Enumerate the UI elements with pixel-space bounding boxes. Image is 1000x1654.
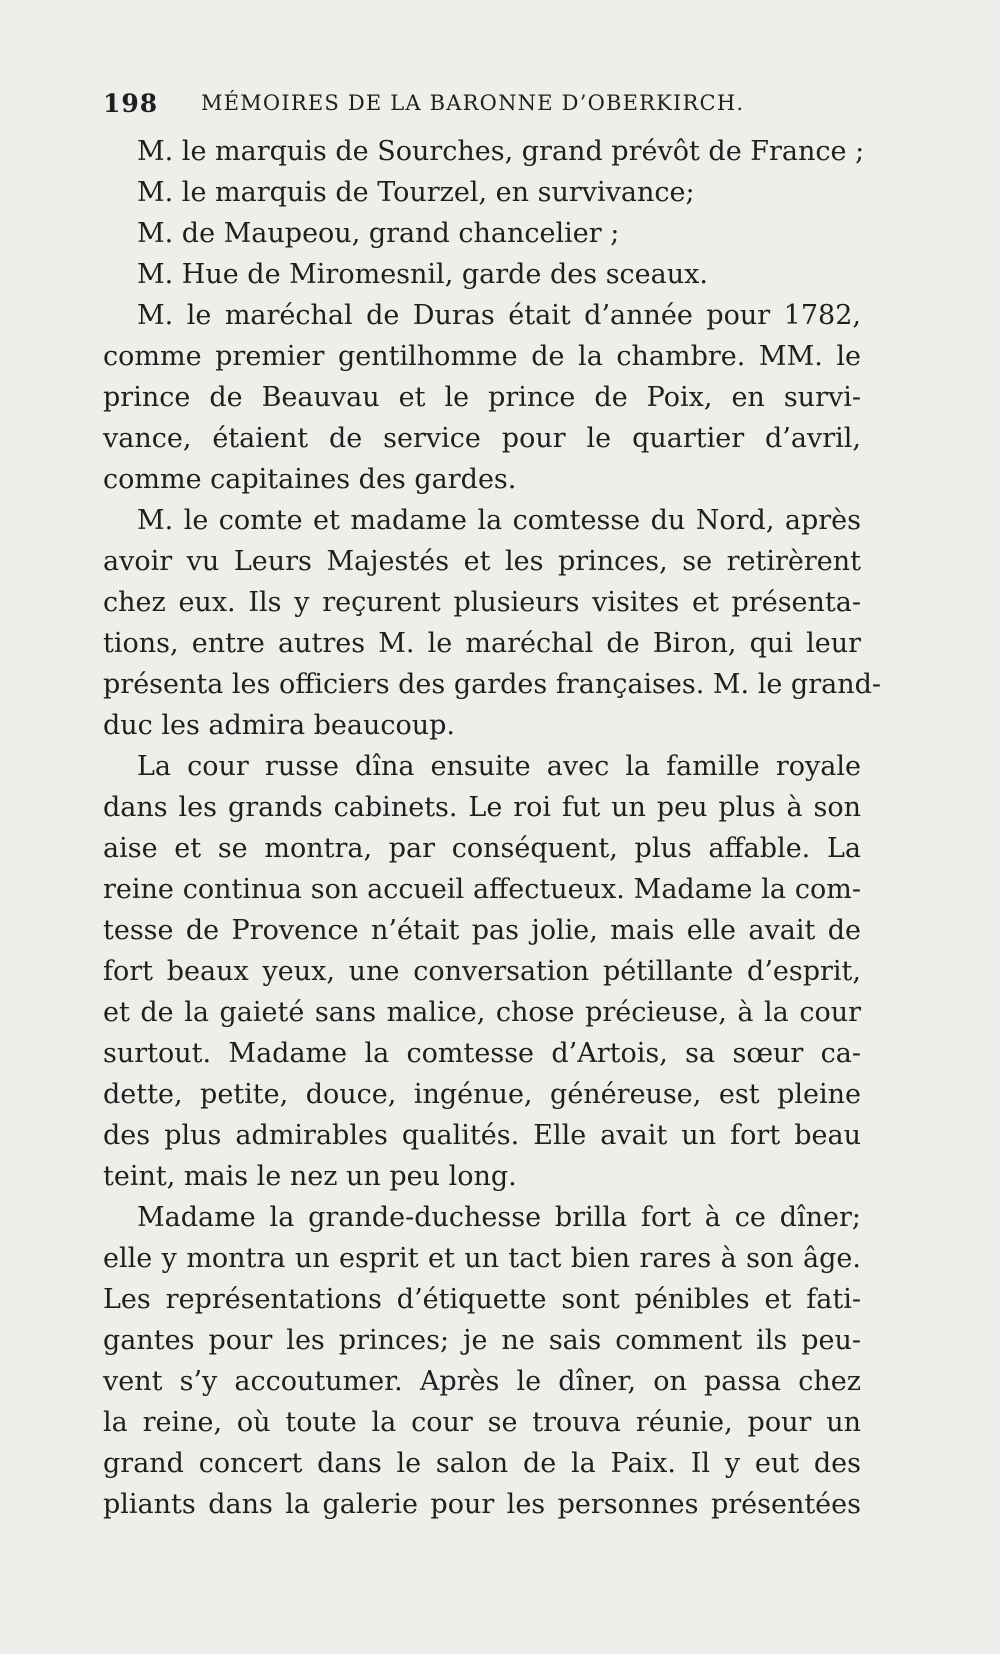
text-line: surtout. Madame la comtesse d’Artois, sa sœur ca- — [103, 1038, 861, 1069]
running-title: MÉMOIRES DE LA BARONNE D’OBERKIRCH. — [201, 91, 745, 115]
text-line: vance, étaient de service pour le quartier d’avril, — [103, 423, 861, 454]
text-line: dette, petite, douce, ingénue, généreuse, est pleine — [103, 1079, 861, 1110]
text-line: pliants dans la galerie pour les personnes présentées — [103, 1489, 861, 1520]
text-line: grand concert dans le salon de la Paix. Il y eut des — [103, 1448, 861, 1479]
text-line: M. le comte et madame la comtesse du Nord, après — [137, 505, 861, 536]
text-line: vent s’y accoutumer. Après le dîner, on passa chez — [103, 1366, 861, 1397]
text-line: duc les admira beaucoup. — [103, 710, 456, 741]
text-line: des plus admirables qualités. Elle avait un fort beau — [103, 1120, 861, 1151]
text-line: aise et se montra, par conséquent, plus affable. La — [103, 833, 861, 864]
text-line: fort beaux yeux, une conversation pétillante d’esprit, — [103, 956, 861, 987]
text-line: la reine, où toute la cour se trouva réunie, pour un — [103, 1407, 861, 1438]
text-line: et de la gaieté sans malice, chose précieuse, à la cour — [103, 997, 861, 1028]
text-line: M. Hue de Miromesnil, garde des sceaux. — [137, 259, 708, 290]
text-line: teint, mais le nez un peu long. — [103, 1161, 517, 1192]
text-line: reine continua son accueil affectueux. Madame la com- — [103, 874, 861, 905]
text-line: M. le marquis de Sourches, grand prévôt de France ; — [137, 136, 865, 167]
page-header — [103, 89, 863, 129]
text-line: Les représentations d’étiquette sont pénibles et fati- — [103, 1284, 861, 1315]
body-text — [103, 131, 882, 1525]
text-line: M. le maréchal de Duras était d’année pour 1782, — [137, 300, 861, 331]
text-line: présenta les officiers des gardes françaises. M. le grand- — [103, 669, 882, 700]
text-line: Madame la grande-duchesse brilla fort à ce dîner; — [137, 1202, 861, 1233]
text-line: prince de Beauvau et le prince de Poix, en survi- — [103, 382, 861, 413]
text-line: M. le marquis de Tourzel, en survivance; — [137, 177, 695, 208]
text-line: M. de Maupeou, grand chancelier ; — [137, 218, 620, 249]
text-line: tions, entre autres M. le maréchal de Biron, qui leur — [103, 628, 861, 659]
text-line: dans les grands cabinets. Le roi fut un peu plus à son — [103, 792, 861, 823]
text-line: chez eux. Ils y reçurent plusieurs visites et présenta- — [103, 587, 861, 618]
text-line: elle y montra un esprit et un tact bien rares à son âge. — [103, 1243, 861, 1274]
text-line: avoir vu Leurs Majestés et les princes, se retirèrent — [103, 546, 861, 577]
text-line: comme capitaines des gardes. — [103, 464, 517, 495]
text-line: gantes pour les princes; je ne sais comment ils peu- — [103, 1325, 861, 1356]
text-line: La cour russe dîna ensuite avec la famille royale — [137, 751, 861, 782]
page-number: 198 — [103, 89, 159, 118]
text-line: tesse de Provence n’était pas jolie, mais elle avait de — [103, 915, 861, 946]
text-line: comme premier gentilhomme de la chambre. MM. le — [103, 341, 861, 372]
